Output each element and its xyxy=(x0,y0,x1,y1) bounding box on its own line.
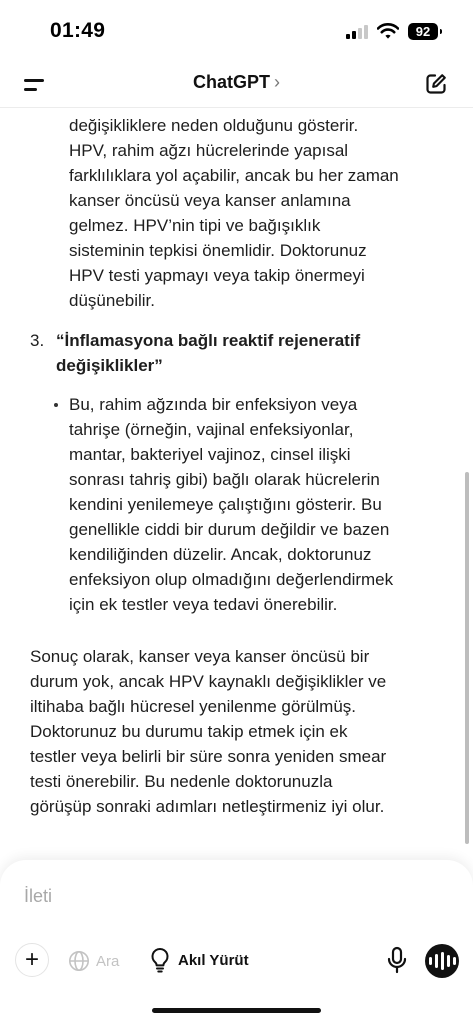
text-line: enfeksiyon olup olmadığını değerlendirmek xyxy=(69,570,394,589)
text-line: sisteminin tepkisi önemlidir. Doktorunuz xyxy=(69,241,367,260)
item-title xyxy=(56,328,416,378)
home-indicator xyxy=(152,1008,321,1013)
text-line: gelmez. HPV’nin tipi ve bağışıklık xyxy=(69,216,321,235)
nav-title: ChatGPT xyxy=(192,72,270,92)
text-line: değişiklikler” xyxy=(56,356,163,375)
text-line: genellikle ciddi bir durum değildir ve bazen xyxy=(69,520,390,539)
text-line: durum yok, ancak HPV kaynaklı değişiklikler ve xyxy=(30,672,387,691)
attach-button[interactable] xyxy=(15,943,49,977)
text-line: mantar, bakteriyel vajinoz, cinsel ilişki xyxy=(69,445,351,464)
plus-icon: + xyxy=(24,946,39,973)
composer xyxy=(0,860,473,1024)
text-line: HPV testi yapmayı veya takip önermeyi xyxy=(69,266,365,285)
text-line: kendini yenilemeye çalıştığını gösterir. Bu xyxy=(69,495,382,514)
bullet-text xyxy=(69,392,431,617)
text-line: kanser öncüsü veya kanser anlamına xyxy=(69,191,351,210)
message-input[interactable]: İleti xyxy=(24,886,53,906)
status-bar xyxy=(0,0,473,62)
text-line: testi önerebilir. Bu nedenle doktorunuzla xyxy=(30,772,333,791)
globe-icon xyxy=(68,950,90,972)
search-button[interactable] xyxy=(68,949,119,973)
text-line: HPV, rahim ağzı hücrelerinde yapısal xyxy=(69,141,349,160)
text-line: tahrişe (örneğin, vajinal enfeksiyonlar, xyxy=(69,420,354,439)
lightbulb-icon xyxy=(150,947,170,973)
text-line: değişikliklere neden olduğunu gösterir. xyxy=(69,116,359,135)
summary-paragraph xyxy=(30,644,425,819)
reason-button[interactable] xyxy=(150,946,249,974)
text-line: farklılıklara yol açabilir, ancak bu her zaman xyxy=(69,166,399,185)
continued-paragraph xyxy=(69,113,439,313)
text-line: düşünebilir. xyxy=(69,291,156,310)
microphone-icon[interactable] xyxy=(385,946,409,974)
voice-mode-icon[interactable] xyxy=(425,944,459,978)
text-line: iltihaba bağlı hücresel yenilenme görülmüş. xyxy=(30,697,357,716)
chat-message xyxy=(0,108,473,868)
text-line: “İnflamasyona bağlı reaktif rejeneratif xyxy=(56,331,361,350)
compose-icon[interactable] xyxy=(424,72,448,96)
status-time: 01:49 xyxy=(50,19,106,42)
reason-label: Akıl Yürüt xyxy=(178,951,249,969)
model-selector[interactable] xyxy=(0,72,473,93)
text-line: Sonuç olarak, kanser veya kanser öncüsü bir xyxy=(30,647,370,666)
cellular-signal-icon xyxy=(346,25,368,39)
search-label: Ara xyxy=(96,952,120,970)
text-line: kendiliğinden düzelir. Ancak, doktorunuz xyxy=(69,545,372,564)
item-number: 3. xyxy=(30,331,45,350)
text-line: testler veya belirli bir süre sonra yeniden smear xyxy=(30,747,387,766)
chevron-right-icon: › xyxy=(274,72,280,92)
text-line: görüşüp sonraki adımları netleştirmeniz iyi olur. xyxy=(30,797,385,816)
text-line: Doktorunuz bu durumu takip etmek için ek xyxy=(30,722,348,741)
wifi-icon xyxy=(377,22,399,40)
bullet-icon xyxy=(54,403,58,407)
battery-indicator: 92 xyxy=(408,23,438,40)
nav-bar xyxy=(0,62,473,108)
text-line: sonrası tahriş gibi) bağlı olarak hücrelerin xyxy=(69,470,380,489)
scrollbar[interactable] xyxy=(465,472,469,844)
text-line: Bu, rahim ağzında bir enfeksiyon veya xyxy=(69,395,358,414)
text-line: için ek testler veya tedavi önerebilir. xyxy=(69,595,338,614)
